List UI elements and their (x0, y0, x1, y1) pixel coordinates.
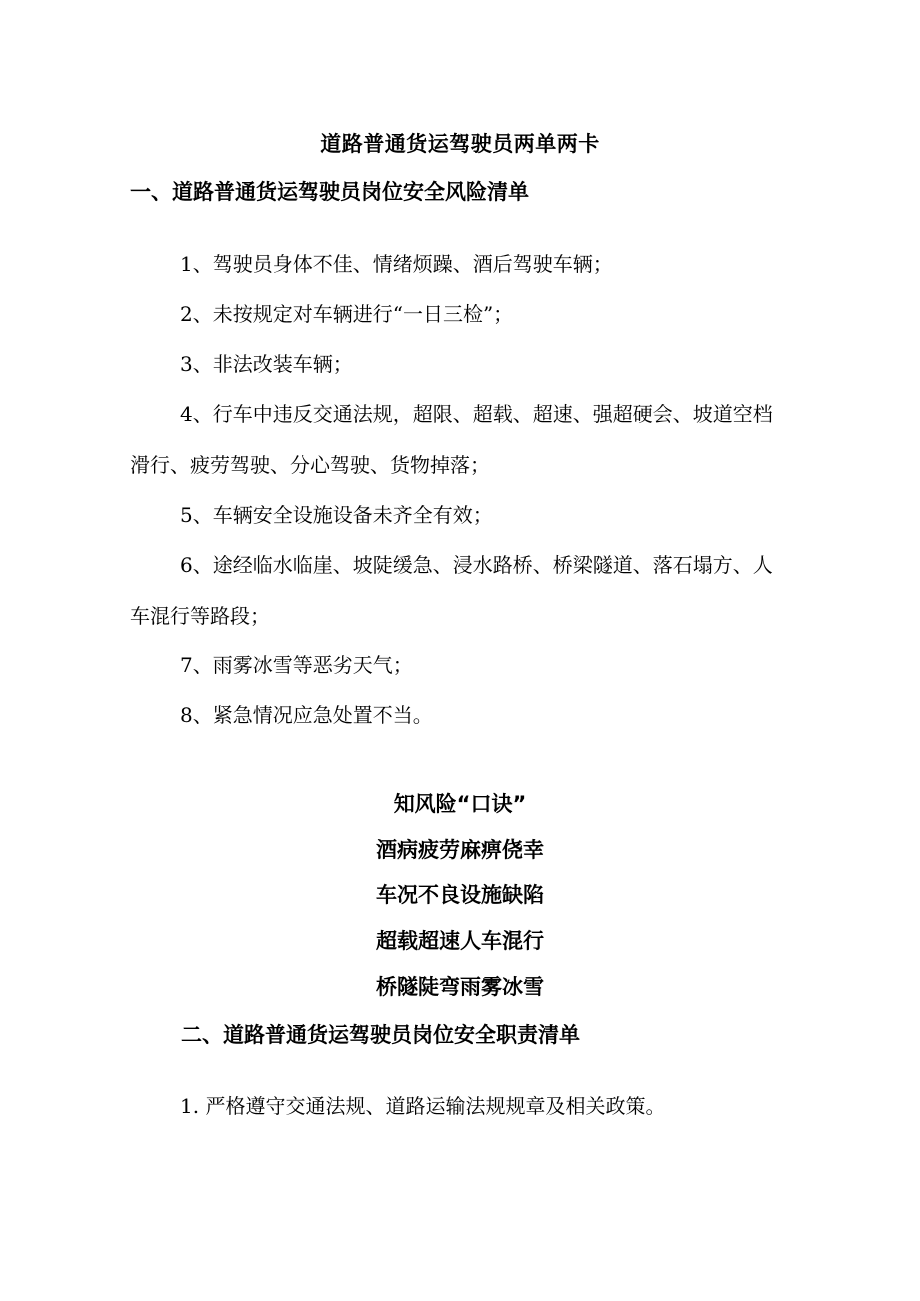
risk-item-3: 3、非法改装车辆； (180, 352, 353, 376)
mnemonic-line-3: 超载超速人车混行 (376, 929, 544, 953)
risk-item-6: 6、途经临水临崖、坡陡缓急、浸水路桥、桥梁隧道、落石塌方、人车混行等路段； (130, 553, 773, 628)
section-heading-duty-list: 二、道路普通货运驾驶员岗位安全职责清单 (181, 1023, 580, 1047)
section-heading-risk-list: 一、道路普通货运驾驶员岗位安全风险清单 (130, 180, 529, 204)
mnemonic-title: 知风险“口诀” (393, 792, 527, 816)
risk-item-2: 2、未按规定对车辆进行“一日三检”； (180, 302, 514, 326)
risk-item-8: 8、紧急情况应急处置不当。 (180, 703, 433, 727)
mnemonic-line-2: 车况不良设施缺陷 (376, 883, 544, 907)
mnemonic-line-4: 桥隧陡弯雨雾冰雪 (376, 975, 544, 999)
risk-item-5: 5、车辆安全设施设备未齐全有效； (180, 503, 493, 527)
risk-item-7: 7、雨雾冰雪等恶劣天气； (180, 653, 413, 677)
document-title: 道路普通货运驾驶员两单两卡 (320, 132, 600, 156)
mnemonic-line-1: 酒病疲劳麻痹侥幸 (376, 838, 544, 862)
risk-item-1: 1、驾驶员身体不佳、情绪烦躁、酒后驾驶车辆； (180, 252, 613, 276)
duty-item-1: 1. 严格遵守交通法规、道路运输法规规章及相关政策。 (180, 1094, 666, 1118)
risk-item-4: 4、行车中违反交通法规，超限、超载、超速、强超硬会、坡道空档滑行、疲劳驾驶、分心驾驶、货物掉落； (130, 402, 773, 477)
